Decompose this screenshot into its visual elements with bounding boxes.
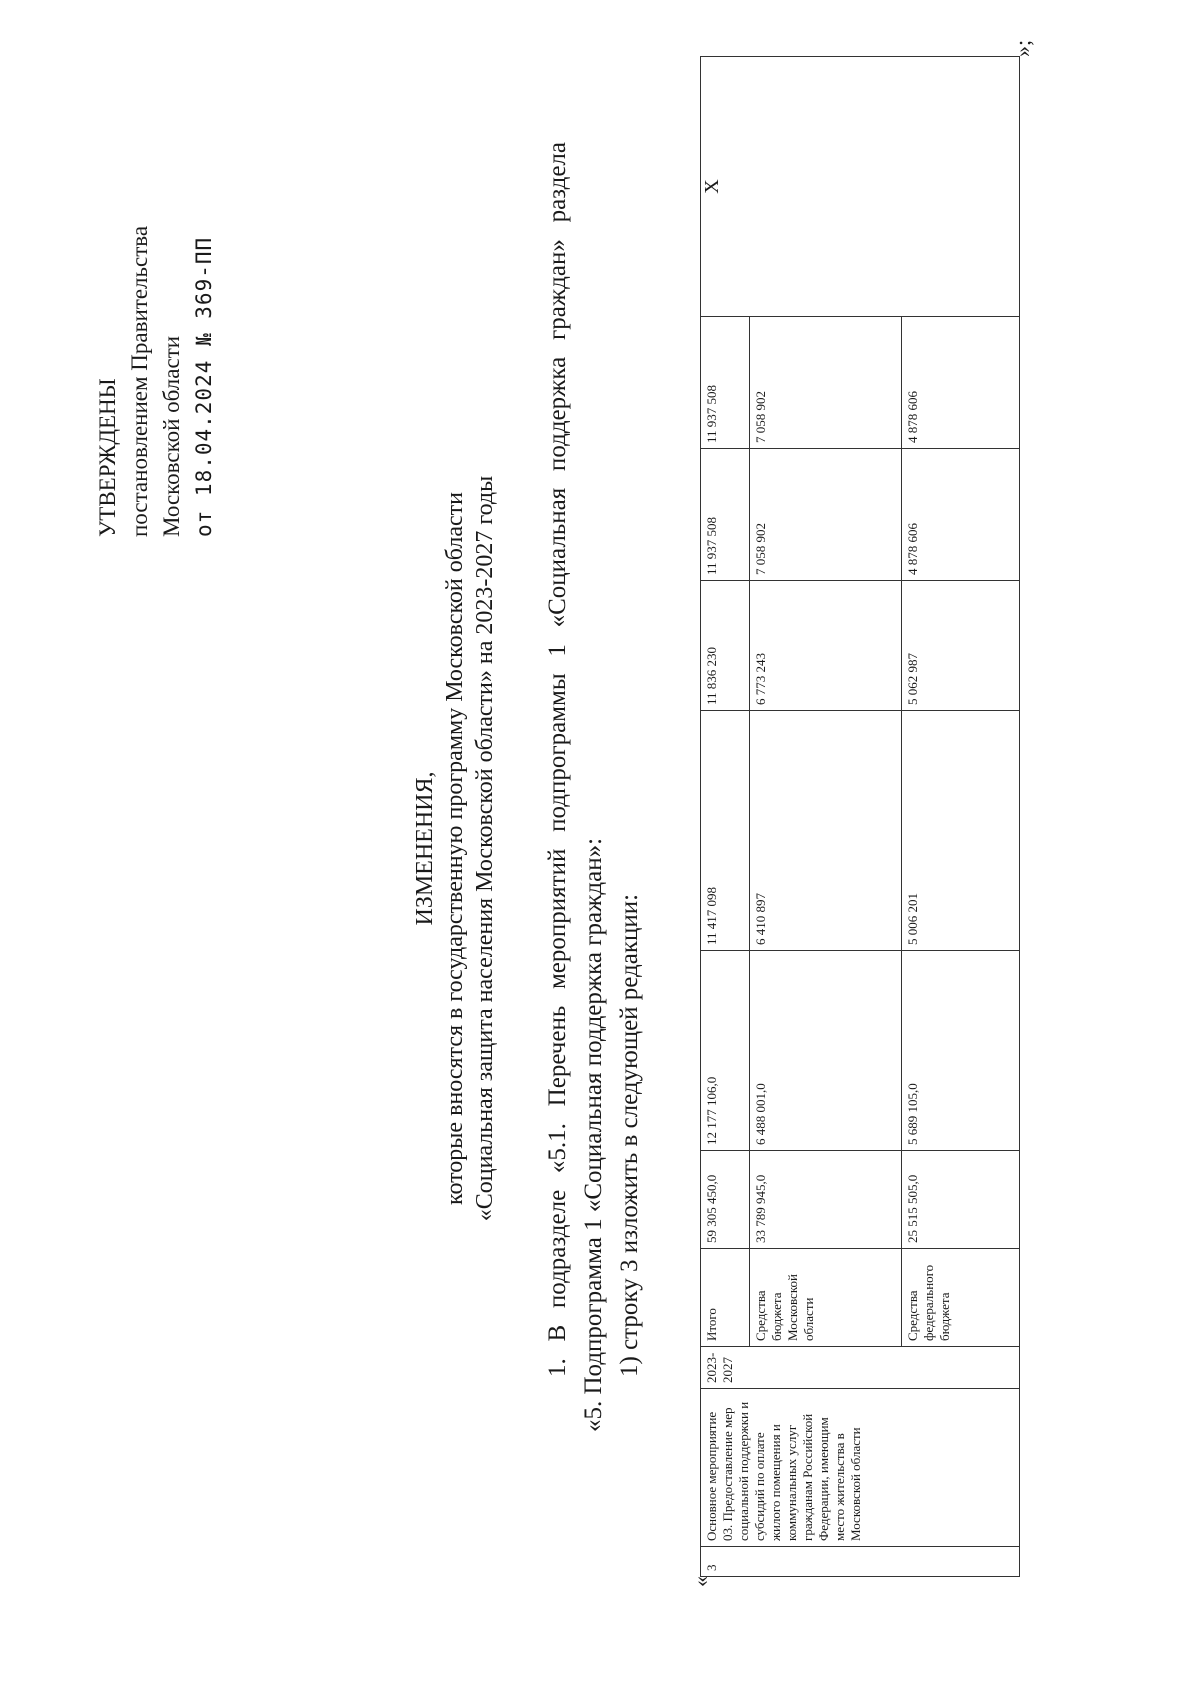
word: граждан»: [544, 239, 571, 340]
opening-quote: «: [688, 1576, 713, 1587]
approval-stamp: [92, 117, 220, 537]
row-number: 3: [701, 1547, 1020, 1577]
approval-date: от 18.04.2024 № 369-ПП: [192, 236, 216, 537]
period: 2023-2027: [701, 1347, 1020, 1389]
word: В: [544, 1324, 571, 1342]
year-2026-cell: 7 058 902: [750, 449, 902, 581]
word: подпрограммы: [544, 673, 571, 832]
year-2023-cell: 5 689 105,0: [902, 951, 1020, 1151]
paragraph-line-3: 1) строку 3 изложить в следующей редакции:: [616, 893, 643, 1377]
heading-line: которые вносятся в государственную программу Московской области: [442, 492, 468, 1205]
approval-line: постановлением Правительства: [127, 225, 152, 537]
word: 1: [544, 644, 571, 657]
year-2025-cell: 6 773 243: [750, 581, 902, 711]
not-applicable-mark: X: [701, 57, 1020, 317]
word: «Социальная: [544, 487, 571, 628]
funding-source: Средства федерального бюджета: [902, 1249, 1020, 1347]
word: подразделе: [544, 1189, 571, 1309]
total-cell: 33 789 945,0: [750, 1151, 902, 1249]
year-2025-cell: 5 062 987: [902, 581, 1020, 711]
year-2024-cell: 5 006 201: [902, 711, 1020, 951]
year-2027-cell: 4 878 606: [902, 317, 1020, 449]
amendment-paragraph: [540, 142, 648, 1432]
word: поддержка: [544, 356, 571, 472]
word: 1.: [544, 1358, 571, 1377]
total-cell: 59 305 450,0: [701, 1151, 750, 1249]
year-2023-cell: 6 488 001,0: [750, 951, 902, 1151]
word: мероприятий: [544, 848, 571, 990]
paragraph-line-2: «5. Подпрограмма 1 «Социальная поддержка граждан»:: [580, 837, 607, 1432]
document-title: ИЗМЕНЕНИЯ,: [412, 771, 438, 926]
year-2024-cell: 6 410 897: [750, 711, 902, 951]
heading-line: «Социальная защита населения Московской области» на 2023-2027 годы: [472, 475, 498, 1222]
year-2026-cell: 11 937 508: [701, 449, 750, 581]
funding-source: Средства бюджета Московской области: [750, 1249, 902, 1347]
paragraph-line-1: [540, 142, 576, 1432]
total-cell: 25 515 505,0: [902, 1151, 1020, 1249]
word: «5.1.: [544, 1123, 571, 1174]
word: раздела: [544, 142, 571, 223]
measure-name: Основное мероприятие 03. Предоставление мер социальной поддержки и субсидий по оплате жилого помещения и коммунальных услуг гражданам Российской Федерации, имеющим место жительства в Московской области: [701, 1389, 1020, 1547]
measures-table: [700, 56, 1020, 1577]
word: Перечень: [544, 1005, 571, 1107]
year-2024-cell: 11 417 098: [701, 711, 750, 951]
document-heading: [410, 0, 500, 1697]
approval-line: УТВЕРЖДЕНЫ: [95, 378, 120, 537]
year-2027-cell: 7 058 902: [750, 317, 902, 449]
year-2027-cell: 11 937 508: [701, 317, 750, 449]
funding-source: Итого: [701, 1249, 750, 1347]
year-2026-cell: 4 878 606: [902, 449, 1020, 581]
year-2025-cell: 11 836 230: [701, 581, 750, 711]
table-row: [701, 57, 750, 1577]
closing-quote: »;: [1010, 39, 1035, 57]
approval-line: Московской области: [159, 335, 184, 537]
year-2023-cell: 12 177 106,0: [701, 951, 750, 1151]
